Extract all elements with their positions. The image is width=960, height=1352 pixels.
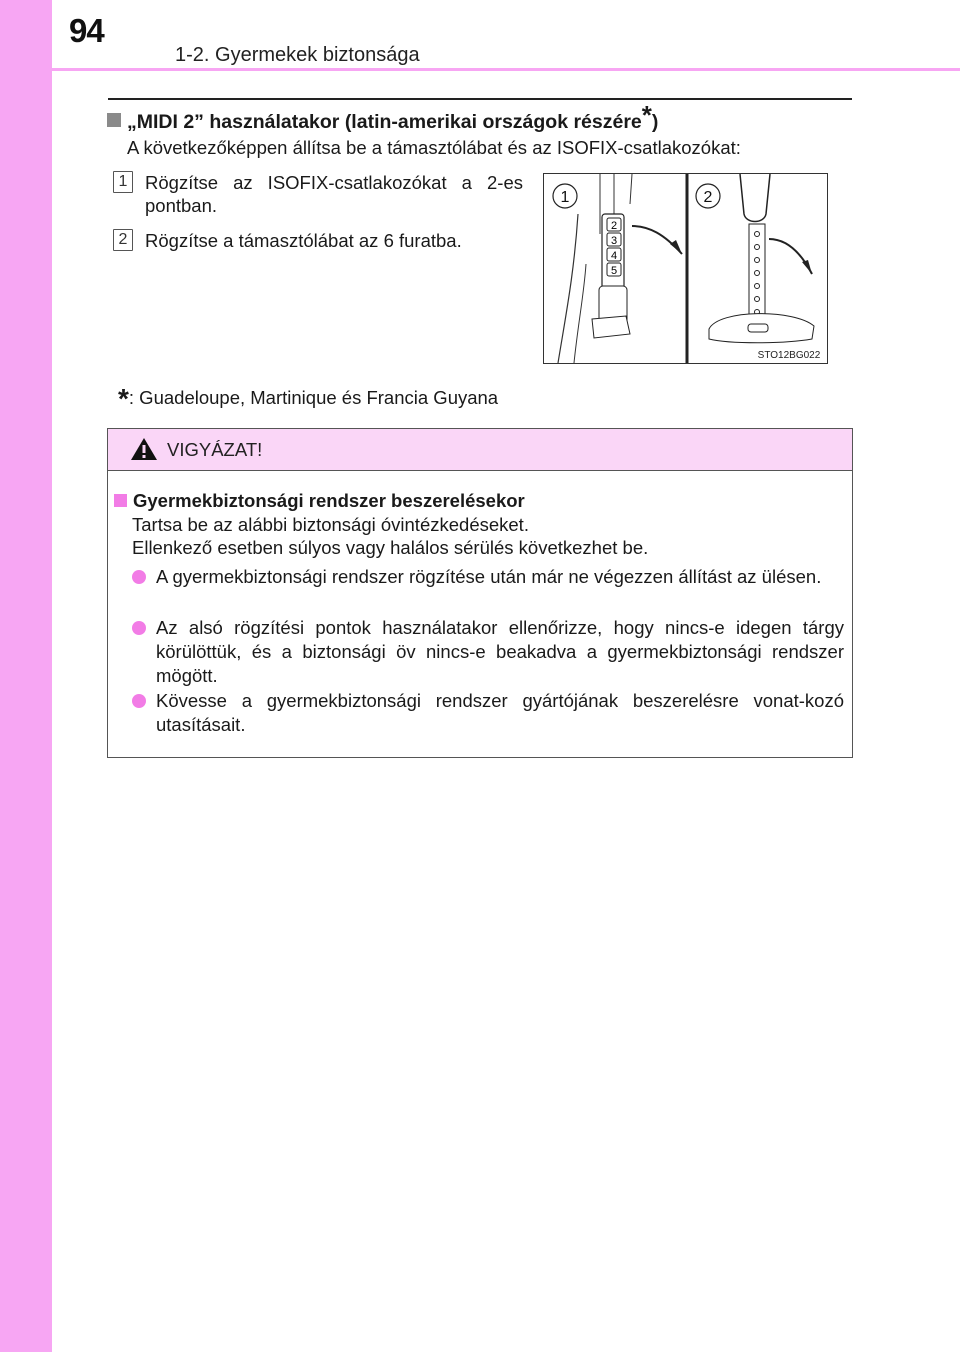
footnote: [118, 383, 498, 415]
scale-mark-4: 4: [610, 250, 618, 262]
heading-footnote-mark: *: [641, 100, 652, 130]
caution-bullet-text-1: A gyermekbiztonsági rendszer rögzítése után már ne végezzen állítást az ülésen.: [156, 566, 822, 587]
caution-label: VIGYÁZAT!: [167, 439, 263, 460]
installation-illustration: [543, 173, 828, 364]
figure-code: STO12BG022: [757, 350, 821, 361]
scale-mark-2: 2: [610, 220, 618, 232]
side-color-strip: [0, 0, 52, 1352]
header-rule: [52, 68, 960, 71]
caution-bullet-text-2: Az alsó rögzítési pontok használatakor ellenőrizze, hogy nincs-e idegen tárgy körülöttük, és a biztonsági öv nincs-e beakadva a gyermekbiztonsági rendszer mögött.: [156, 617, 844, 686]
caution-header: [108, 429, 852, 471]
round-bullet-icon: [132, 621, 146, 635]
section-heading: [107, 100, 659, 134]
caution-bullet-text-3: Kövesse a gyermekbiztonsági rendszer gyártójának beszerelésre vonat-kozó utasításait.: [156, 690, 844, 735]
caution-bullet-1: [132, 565, 844, 589]
caution-bullet-2: [132, 616, 844, 688]
step-text-1: Rögzítse az ISOFIX-csatlakozókat a 2-es pontban.: [145, 172, 523, 216]
illustration-drawing: [544, 174, 827, 363]
step-number-1: 1: [113, 171, 133, 193]
scale-mark-3: 3: [610, 235, 618, 247]
figure-label-1: 1: [560, 189, 570, 206]
page-number: 94: [69, 12, 104, 49]
footnote-text: : Guadeloupe, Martinique és Francia Guyana: [128, 387, 499, 408]
round-bullet-icon: [132, 570, 146, 584]
round-bullet-icon: [132, 694, 146, 708]
caution-line-1: Tartsa be az alábbi biztonsági óvintézkedéseket.: [132, 514, 529, 535]
section-divider: [108, 98, 852, 100]
heading-close: ): [651, 111, 659, 133]
chapter-title: 1-2. Gyermekek biztonsága: [175, 44, 420, 66]
scale-mark-5: 5: [610, 265, 618, 277]
figure-label-2: 2: [703, 189, 713, 206]
square-bullet-icon: [107, 113, 121, 127]
caution-bullet-3: [132, 689, 844, 737]
step-1: [113, 171, 523, 217]
caution-line-2: Ellenkező esetben súlyos vagy halálos sérülés következhet be.: [132, 537, 649, 558]
square-bullet-icon: [114, 494, 127, 507]
caution-box: [107, 428, 853, 758]
footnote-mark: *: [118, 383, 129, 414]
caution-title: [114, 490, 525, 512]
step-number-2: 2: [113, 229, 133, 251]
step-text-2: Rögzítse a támasztólábat az 6 furatba.: [145, 230, 462, 251]
intro-text: A következőképpen állítsa be a támasztólábat és az ISOFIX-csatlakozókat:: [127, 137, 741, 158]
caution-title-text: Gyermekbiztonsági rendszer beszerelésekor: [133, 490, 525, 511]
step-2: [113, 229, 523, 252]
warning-triangle-icon: [130, 437, 158, 461]
heading-text: „MIDI 2” használatakor (latin-amerikai országok részére: [127, 111, 642, 133]
